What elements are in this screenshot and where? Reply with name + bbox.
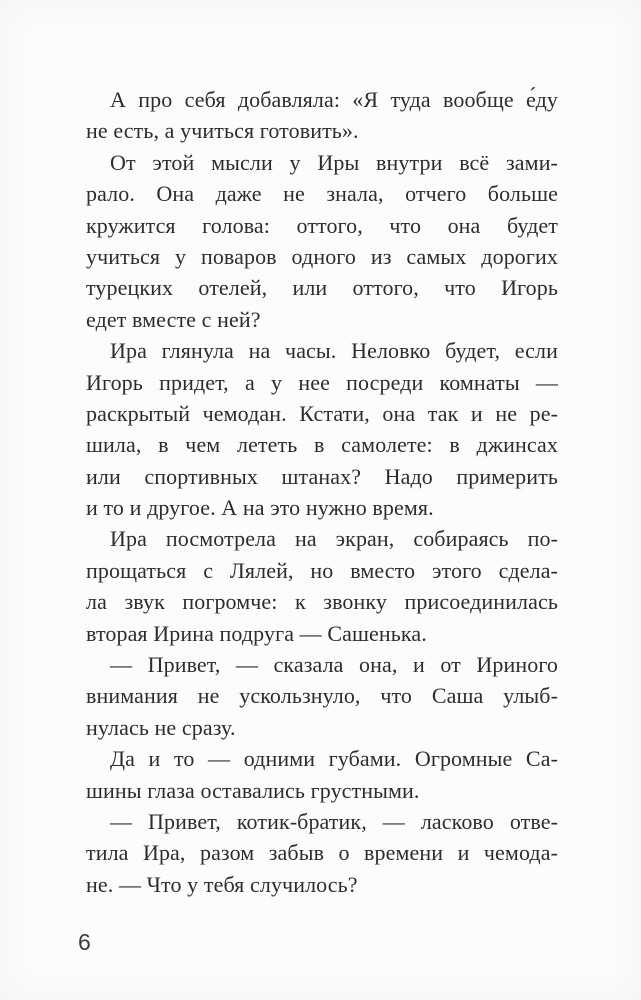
text-line: От этой мысли у Иры внутри всё зами- xyxy=(110,149,558,175)
text-line: шила, в чем лететь в самолете: в джинсах xyxy=(86,432,558,458)
text-line: и то и другое. А на это нужно время. xyxy=(86,495,434,521)
text-line: Ира посмотрела на экран, собираясь по- xyxy=(110,526,558,552)
paragraph xyxy=(86,743,558,806)
text-line: внимания не ускользнуло, что Саша улыб- xyxy=(86,683,558,709)
text-line: не есть, а учиться готовить». xyxy=(86,118,359,144)
paragraph xyxy=(86,84,558,147)
paragraph xyxy=(86,523,558,649)
paragraph xyxy=(86,649,558,743)
text-line: — Привет, котик-братик, — ласково отве- xyxy=(110,808,558,834)
text-line: учиться у поваров одного из самых дорогих xyxy=(86,243,558,269)
text-line: едет вместе с ней? xyxy=(86,306,261,332)
text-line: не. — Что у тебя случилось? xyxy=(86,871,358,897)
text-line: Да и то — одними губами. Огромные Са- xyxy=(110,746,558,772)
text-line: или спортивных штанах? Надо примерить xyxy=(86,463,558,489)
text-line: ла звук погромче: к звонку присоединилась xyxy=(86,589,558,615)
page-number: 6 xyxy=(78,929,91,955)
paragraph xyxy=(86,806,558,900)
text-line: вторая Ирина подруга — Сашенька. xyxy=(86,620,427,646)
text-line: прощаться с Лялей, но вместо этого сдела- xyxy=(86,557,558,583)
text-line: раскрытый чемодан. Кстати, она так и не ре- xyxy=(86,400,558,426)
paragraph xyxy=(86,335,558,523)
text-line: шины глаза оставались грустными. xyxy=(86,777,420,803)
text-line: турецких отелей, или оттого, что Игорь xyxy=(86,275,558,301)
text-line: кружится голова: оттого, что она будет xyxy=(86,212,558,238)
text-line: Игорь придет, а у нее посреди комнаты — xyxy=(86,369,558,395)
text-line: нулась не сразу. xyxy=(86,714,236,740)
text-line: А про себя добавляла: «Я туда вообще е́ду xyxy=(110,87,558,112)
text-line: Ира глянула на часы. Неловко будет, если xyxy=(110,338,558,364)
text-block xyxy=(86,84,558,900)
text-line: — Привет, — сказала она, и от Ириного xyxy=(110,652,558,678)
text-line: тила Ира, разом забыв о времени и чемода- xyxy=(86,840,558,866)
text-line: рало. Она даже не знала, отчего больше xyxy=(86,181,558,207)
paragraph xyxy=(86,147,558,335)
